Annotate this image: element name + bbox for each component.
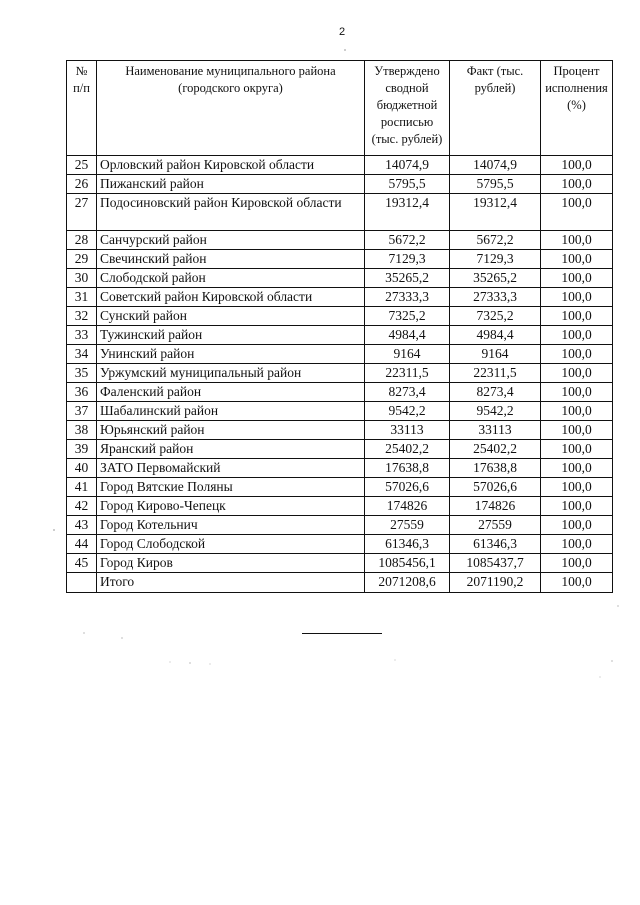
- row-municipality-name: Яранский район: [97, 440, 365, 459]
- row-number: 33: [67, 326, 97, 345]
- header-municipality-name: Наименование муниципального района (городского округа): [97, 61, 365, 156]
- row-execution-percent: 100,0: [541, 250, 613, 269]
- row-approved-budget: 5672,2: [365, 231, 450, 250]
- row-number: 44: [67, 535, 97, 554]
- row-municipality-name: Город Вятские Поляны: [97, 478, 365, 497]
- row-municipality-name: Сунский район: [97, 307, 365, 326]
- row-actual: 1085437,7: [450, 554, 541, 573]
- row-approved-budget: 7129,3: [365, 250, 450, 269]
- header-actual: Факт (тыс. рублей): [450, 61, 541, 156]
- row-actual: 5672,2: [450, 231, 541, 250]
- row-execution-percent: 100,0: [541, 288, 613, 307]
- row-execution-percent: 100,0: [541, 269, 613, 288]
- row-number: 37: [67, 402, 97, 421]
- row-actual: 25402,2: [450, 440, 541, 459]
- row-number: 36: [67, 383, 97, 402]
- row-execution-percent: 100,0: [541, 383, 613, 402]
- row-municipality-name: Город Слободской: [97, 535, 365, 554]
- row-execution-percent: 100,0: [541, 194, 613, 231]
- row-actual: 22311,5: [450, 364, 541, 383]
- total-actual: 2071190,2: [450, 573, 541, 593]
- row-number: 43: [67, 516, 97, 535]
- row-number: 28: [67, 231, 97, 250]
- row-municipality-name: Уржумский муниципальный район: [97, 364, 365, 383]
- row-approved-budget: 5795,5: [365, 175, 450, 194]
- row-number: 26: [67, 175, 97, 194]
- header-execution-percent: Процент исполнения (%): [541, 61, 613, 156]
- row-municipality-name: Пижанский район: [97, 175, 365, 194]
- page-number: 2: [338, 26, 346, 38]
- row-execution-percent: 100,0: [541, 459, 613, 478]
- row-number: 38: [67, 421, 97, 440]
- row-actual: 61346,3: [450, 535, 541, 554]
- row-approved-budget: 1085456,1: [365, 554, 450, 573]
- row-approved-budget: 8273,4: [365, 383, 450, 402]
- row-municipality-name: Шабалинский район: [97, 402, 365, 421]
- row-municipality-name: Слободской район: [97, 269, 365, 288]
- row-approved-budget: 57026,6: [365, 478, 450, 497]
- row-municipality-name: Город Киров: [97, 554, 365, 573]
- row-municipality-name: Подосиновский район Кировской области: [97, 194, 365, 231]
- row-approved-budget: 27333,3: [365, 288, 450, 307]
- row-actual: 19312,4: [450, 194, 541, 231]
- row-approved-budget: 33113: [365, 421, 450, 440]
- row-approved-budget: 9542,2: [365, 402, 450, 421]
- row-actual: 35265,2: [450, 269, 541, 288]
- row-actual: 8273,4: [450, 383, 541, 402]
- total-approved-budget: 2071208,6: [365, 573, 450, 593]
- row-number: 42: [67, 497, 97, 516]
- row-number: 34: [67, 345, 97, 364]
- row-number: 35: [67, 364, 97, 383]
- header-approved-budget: Утверждено сводной бюджетной росписью (тыс. рублей): [365, 61, 450, 156]
- row-approved-budget: 19312,4: [365, 194, 450, 231]
- row-number: 39: [67, 440, 97, 459]
- row-approved-budget: 25402,2: [365, 440, 450, 459]
- row-municipality-name: Советский район Кировской области: [97, 288, 365, 307]
- row-number: 27: [67, 194, 97, 231]
- row-approved-budget: 61346,3: [365, 535, 450, 554]
- row-number: 41: [67, 478, 97, 497]
- row-municipality-name: Унинский район: [97, 345, 365, 364]
- row-municipality-name: Юрьянский район: [97, 421, 365, 440]
- row-actual: 9542,2: [450, 402, 541, 421]
- row-execution-percent: 100,0: [541, 156, 613, 175]
- row-approved-budget: 14074,9: [365, 156, 450, 175]
- row-actual: 174826: [450, 497, 541, 516]
- row-number: 40: [67, 459, 97, 478]
- row-municipality-name: Санчурский район: [97, 231, 365, 250]
- row-execution-percent: 100,0: [541, 402, 613, 421]
- row-actual: 33113: [450, 421, 541, 440]
- header-number: № п/п: [67, 61, 97, 156]
- row-actual: 7129,3: [450, 250, 541, 269]
- row-approved-budget: 35265,2: [365, 269, 450, 288]
- row-approved-budget: 4984,4: [365, 326, 450, 345]
- row-number: 25: [67, 156, 97, 175]
- row-actual: 9164: [450, 345, 541, 364]
- row-execution-percent: 100,0: [541, 175, 613, 194]
- row-execution-percent: 100,0: [541, 478, 613, 497]
- row-execution-percent: 100,0: [541, 345, 613, 364]
- row-execution-percent: 100,0: [541, 231, 613, 250]
- row-approved-budget: 7325,2: [365, 307, 450, 326]
- row-execution-percent: 100,0: [541, 516, 613, 535]
- total-municipality-name: Итого: [97, 573, 365, 593]
- row-actual: 14074,9: [450, 156, 541, 175]
- row-number: 29: [67, 250, 97, 269]
- row-municipality-name: Город Котельнич: [97, 516, 365, 535]
- row-actual: 5795,5: [450, 175, 541, 194]
- row-execution-percent: 100,0: [541, 421, 613, 440]
- row-execution-percent: 100,0: [541, 364, 613, 383]
- row-actual: 17638,8: [450, 459, 541, 478]
- row-actual: 57026,6: [450, 478, 541, 497]
- row-approved-budget: 9164: [365, 345, 450, 364]
- row-approved-budget: 17638,8: [365, 459, 450, 478]
- row-execution-percent: 100,0: [541, 535, 613, 554]
- row-municipality-name: Орловский район Кировской области: [97, 156, 365, 175]
- row-municipality-name: Свечинский район: [97, 250, 365, 269]
- row-municipality-name: Город Кирово-Чепецк: [97, 497, 365, 516]
- row-municipality-name: Тужинский район: [97, 326, 365, 345]
- row-number: 45: [67, 554, 97, 573]
- row-number: 31: [67, 288, 97, 307]
- row-municipality-name: Фаленский район: [97, 383, 365, 402]
- row-execution-percent: 100,0: [541, 326, 613, 345]
- row-approved-budget: 22311,5: [365, 364, 450, 383]
- row-actual: 7325,2: [450, 307, 541, 326]
- row-actual: 27559: [450, 516, 541, 535]
- row-number: 32: [67, 307, 97, 326]
- row-actual: 4984,4: [450, 326, 541, 345]
- row-execution-percent: 100,0: [541, 307, 613, 326]
- row-actual: 27333,3: [450, 288, 541, 307]
- row-approved-budget: 27559: [365, 516, 450, 535]
- row-approved-budget: 174826: [365, 497, 450, 516]
- row-execution-percent: 100,0: [541, 440, 613, 459]
- total-execution-percent: 100,0: [541, 573, 613, 593]
- row-number: 30: [67, 269, 97, 288]
- row-execution-percent: 100,0: [541, 554, 613, 573]
- row-execution-percent: 100,0: [541, 497, 613, 516]
- row-municipality-name: ЗАТО Первомайский: [97, 459, 365, 478]
